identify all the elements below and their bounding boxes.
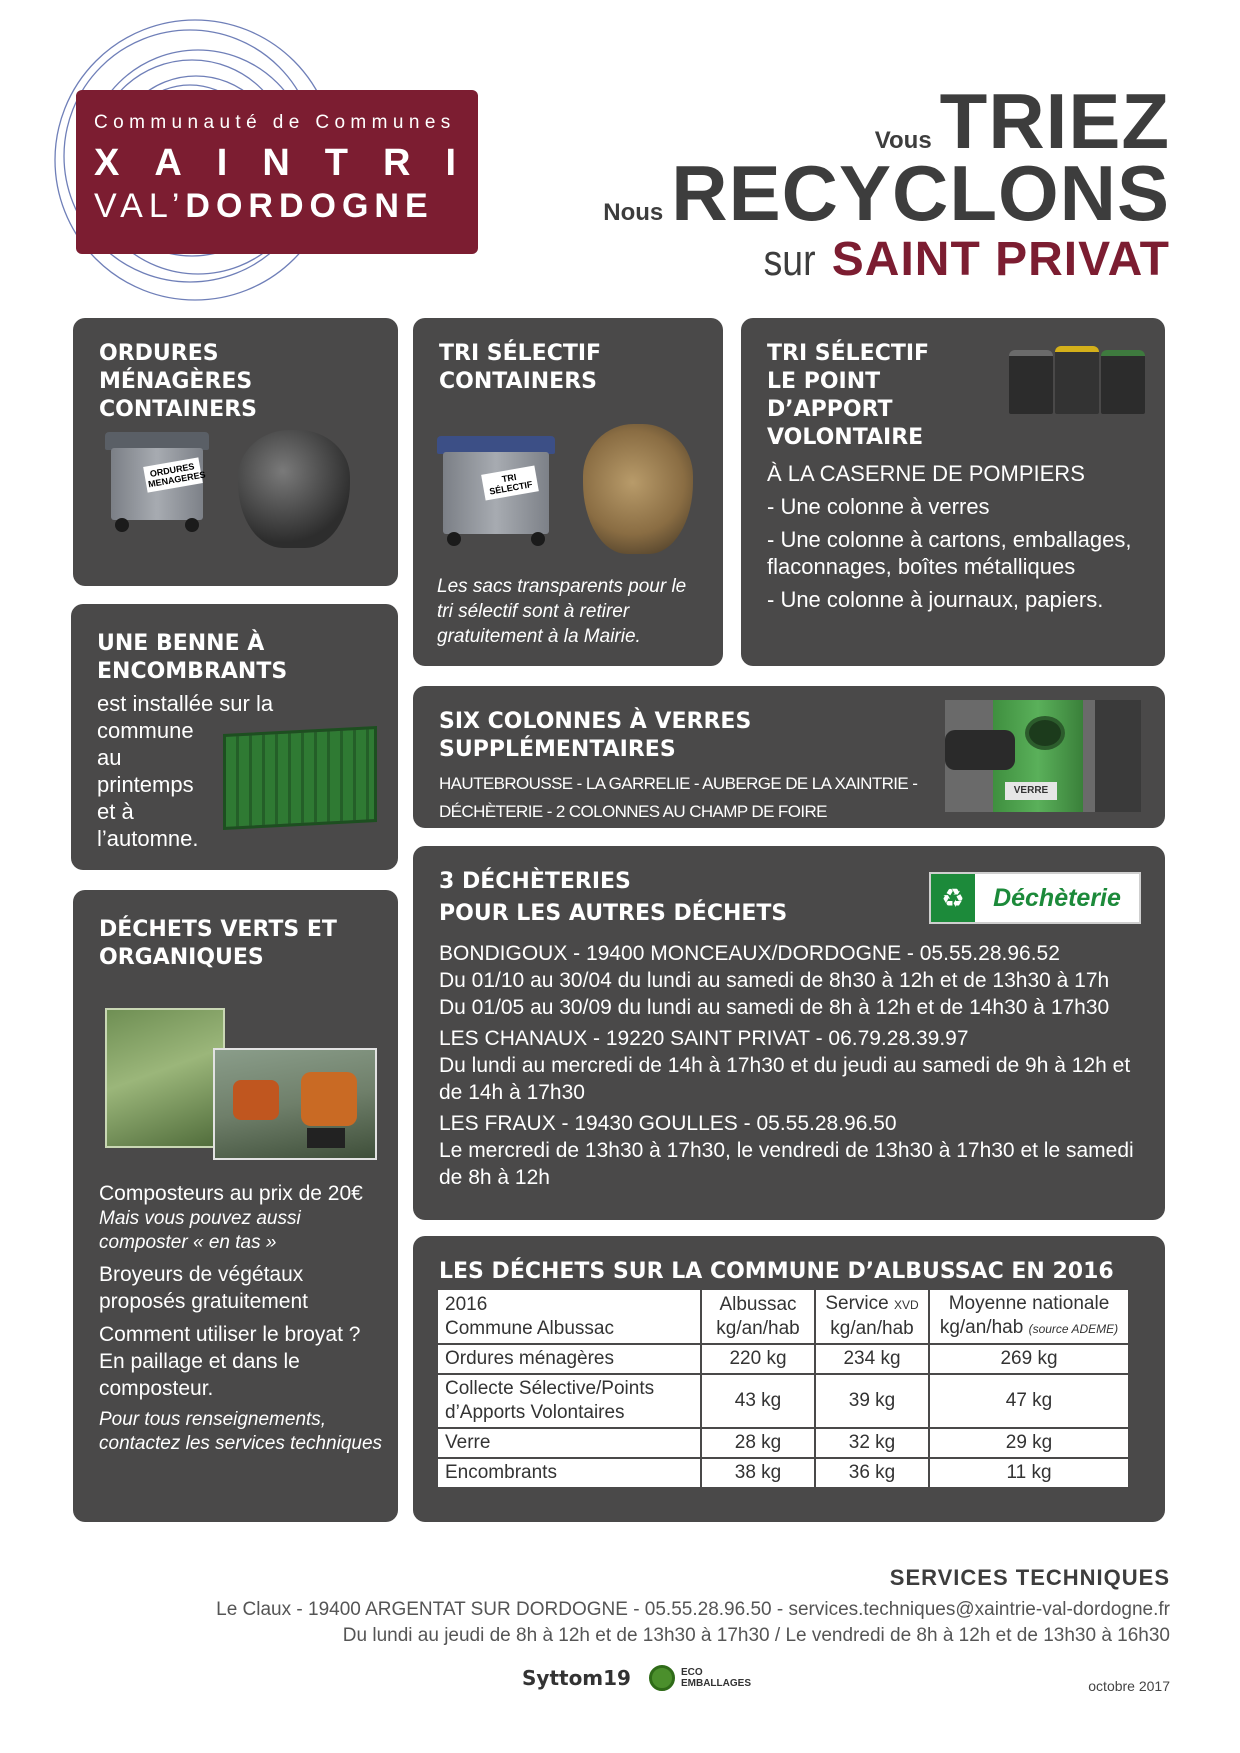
footer xyxy=(216,1565,1170,1649)
stats-cell-albussac: 28 kg xyxy=(701,1428,815,1458)
point-apport-title-line1: TRI SÉLECTIF xyxy=(767,341,930,366)
stats-head-service: Service xyxy=(825,1293,889,1314)
point-apport-title-line4: VOLONTAIRE xyxy=(767,425,924,450)
colonnes-places: HAUTEBROUSSE - LA GARRELIE - AUBERGE DE LA XAINTRIE - DÉCHÈTERIE - 2 COLONNES AU CHAMP DE FOIRE xyxy=(439,774,918,821)
slogan-place: SAINT PRIVAT xyxy=(831,233,1170,286)
table-row xyxy=(437,1374,1129,1428)
panel-ordures xyxy=(73,318,398,586)
logo-line1: Communauté de Communes xyxy=(94,112,456,133)
stats-head-commune-label: Commune Albussac xyxy=(445,1317,614,1339)
stats-cell-xvd: 39 kg xyxy=(815,1374,929,1428)
stats-head-commune xyxy=(437,1289,701,1344)
stats-cell-national: 47 kg xyxy=(929,1374,1129,1428)
stats-cell-albussac: 43 kg xyxy=(701,1374,815,1428)
slogan-triez: TRIEZ xyxy=(939,77,1170,165)
sorting-bin-image xyxy=(437,436,555,546)
eco-emballages-logo xyxy=(649,1665,751,1691)
contact-services: Pour tous renseignements, contactez les services techniques xyxy=(99,1409,383,1454)
decheterie-bondigoux-hours1: Du 01/10 au 30/04 du lundi au samedi de 8h30 à 12h et de 13h30 à 17h xyxy=(439,969,1110,992)
partner-logos xyxy=(522,1665,751,1691)
logo-line2: XAINTRIE xyxy=(94,142,552,184)
point-apport-item-journaux: - Une colonne à journaux, papiers. xyxy=(767,587,1104,612)
benne-text-line2: commune xyxy=(97,718,194,743)
tri-containers-note: Les sacs transparents pour le tri sélectif sont à retirer gratuitement à la Mairie. xyxy=(437,576,687,647)
decheteries-title-line2: POUR LES AUTRES DÉCHETS xyxy=(439,901,788,926)
stats-cell-albussac: 38 kg xyxy=(701,1458,815,1488)
benne-title: UNE BENNE À ENCOMBRANTS xyxy=(97,631,288,684)
logo-line3-prefix: VAL’ xyxy=(94,187,186,225)
stats-row-label: Verre xyxy=(437,1428,701,1458)
stats-cell-national: 29 kg xyxy=(929,1428,1129,1458)
decheterie-badge-text: Déchèterie xyxy=(993,883,1121,912)
ordures-title: ORDURES MÉNAGÈRES CONTAINERS xyxy=(99,341,257,422)
footer-title: SERVICES TECHNIQUES xyxy=(889,1565,1170,1590)
eco-emballages-line2: EMBALLAGES xyxy=(680,1678,751,1689)
black-bag-image xyxy=(238,430,350,548)
table-row xyxy=(437,1458,1129,1488)
glass-column-image xyxy=(945,700,1141,812)
point-apport-title-line3: D’APPORT xyxy=(767,397,893,422)
footer-address: Le Claux - 19400 ARGENTAT SUR DORDOGNE - 05.55.28.96.50 - services.techniques@xaintrie-val-dordogne.fr xyxy=(216,1599,1170,1620)
tri-bin-label: TRI SÉLECTIF xyxy=(481,466,539,501)
stats-head-national xyxy=(929,1289,1129,1344)
stats-head-xvd-sub: XVD xyxy=(893,1298,919,1312)
verre-sign: VERRE xyxy=(1005,782,1057,800)
stats-cell-national: 11 kg xyxy=(929,1458,1129,1488)
stats-cell-xvd: 234 kg xyxy=(815,1344,929,1374)
stats-title: LES DÉCHETS SUR LA COMMUNE D’ALBUSSAC EN 2016 xyxy=(439,1259,1114,1284)
panel-tri-containers xyxy=(413,318,723,666)
dechets-verts-title: DÉCHETS VERTS ET ORGANIQUES xyxy=(99,917,337,970)
benne-text-line4: printemps xyxy=(97,772,194,797)
decheterie-bondigoux-name: BONDIGOUX - 19400 MONCEAUX/DORDOGNE - 05.55.28.96.52 xyxy=(439,942,1060,965)
benne-text-line6: l’automne. xyxy=(97,826,199,851)
eco-emballages-icon xyxy=(649,1665,675,1691)
stats-head-national-unit: kg/an/hab xyxy=(939,1317,1024,1338)
logo-line3 xyxy=(94,187,460,226)
slogan-sur: sur xyxy=(763,236,816,285)
recycling-columns-image xyxy=(1009,342,1149,420)
decheterie-fraux-name: LES FRAUX - 19430 GOULLES - 05.55.28.96.50 xyxy=(439,1112,897,1135)
logo xyxy=(76,90,552,254)
syttom19-logo: Syttom19 xyxy=(522,1666,631,1690)
composter-image xyxy=(105,1008,225,1148)
stats-row-label: Collecte Sélective/Points d’Apports Volontaires xyxy=(437,1374,701,1428)
tri-containers-title: TRI SÉLECTIF CONTAINERS xyxy=(439,341,602,394)
stats-cell-xvd: 36 kg xyxy=(815,1458,929,1488)
stats-header-row xyxy=(437,1289,1129,1344)
panel-colonnes xyxy=(413,686,1165,828)
decheteries-title-line1: 3 DÉCHÈTERIES xyxy=(439,869,631,894)
eco-emballages-line1: ECO xyxy=(680,1667,703,1678)
panel-dechets-verts xyxy=(73,890,398,1522)
decheteries-list xyxy=(439,940,1139,1191)
slogan-row-place xyxy=(603,233,1170,286)
shredder-image xyxy=(213,1048,377,1160)
point-apport-item-verres: - Une colonne à verres xyxy=(767,494,990,519)
composteurs-price: Composteurs au prix de 20€ xyxy=(99,1182,363,1205)
point-apport-title-line2: LE POINT xyxy=(767,369,881,394)
household-bin-image xyxy=(105,432,209,532)
transparent-bag-image xyxy=(583,424,693,554)
stats-row-label: Encombrants xyxy=(437,1458,701,1488)
point-apport-location: À LA CASERNE DE POMPIERS xyxy=(767,461,1085,486)
composter-en-tas: Mais vous pouvez aussi composter « en tas » xyxy=(99,1208,301,1253)
slogan-recyclons: RECYCLONS xyxy=(671,149,1170,237)
panel-point-apport xyxy=(741,318,1165,666)
stats-head-source: (source ADEME) xyxy=(1028,1322,1119,1336)
stats-head-albussac-label: Albussac xyxy=(719,1293,797,1315)
stats-cell-xvd: 32 kg xyxy=(815,1428,929,1458)
panel-decheteries xyxy=(413,846,1165,1220)
stats-row-label: Ordures ménagères xyxy=(437,1344,701,1374)
decheterie-bondigoux-hours2: Du 01/05 au 30/09 du lundi au samedi de 8h à 12h et de 14h30 à 17h30 xyxy=(439,996,1110,1019)
decheterie-badge-icon: ♻ xyxy=(931,874,975,922)
broyeurs-info: Broyeurs de végétaux proposés gratuitement xyxy=(99,1263,308,1313)
stats-head-national-unit-row xyxy=(937,1316,1121,1341)
benne-text-line3: au xyxy=(97,745,122,770)
table-row xyxy=(437,1428,1129,1458)
stats-head-xvd xyxy=(815,1289,929,1344)
decheterie-chanaux-name: LES CHANAUX - 19220 SAINT PRIVAT - 06.79.28.39.97 xyxy=(439,1027,969,1050)
panel-benne xyxy=(71,604,398,870)
slogan xyxy=(603,77,1170,286)
publication-date: octobre 2017 xyxy=(1088,1678,1170,1694)
stats-head-national-label: Moyenne nationale xyxy=(948,1293,1110,1314)
decheterie-fraux-hours: Le mercredi de 13h30 à 17h30, le vendredi de 13h30 à 17h30 et le samedi de 8h à 12h xyxy=(439,1139,1134,1189)
stats-head-albussac xyxy=(701,1289,815,1344)
stats-table xyxy=(436,1288,1130,1489)
decheterie-chanaux-hours: Du lundi au mercredi de 14h à 17h30 et du jeudi au samedi de 9h à 12h et de 14h à 17h30 xyxy=(439,1054,1131,1104)
dechets-verts-text xyxy=(99,1180,389,1456)
benne-text-line1: est installée sur la xyxy=(97,691,274,716)
slogan-vous: Vous xyxy=(874,127,932,154)
stats-head-year: 2016 xyxy=(445,1293,488,1315)
benne-text-line5: et à xyxy=(97,799,134,824)
stats-head-xvd-unit: kg/an/hab xyxy=(830,1318,914,1339)
broyat-info: Comment utiliser le broyat ? En paillage et dans le composteur. xyxy=(99,1323,361,1400)
table-row xyxy=(437,1344,1129,1374)
logo-line3-bold: DORDOGNE xyxy=(185,187,434,225)
stats-head-xvd-label xyxy=(823,1292,921,1317)
stats-cell-national: 269 kg xyxy=(929,1344,1129,1374)
slogan-row-recyclons xyxy=(603,149,1170,237)
skip-container-image xyxy=(223,726,377,830)
point-apport-item-cartons: - Une colonne à cartons, emballages, flaconnages, boîtes métalliques xyxy=(767,527,1132,579)
ordures-bin-label: ORDURES MENAGERES xyxy=(143,457,203,492)
footer-hours: Du lundi au jeudi de 8h à 12h et de 13h30 à 17h30 / Le vendredi de 8h à 12h et de 13h30 à 16h30 xyxy=(342,1625,1170,1646)
stats-cell-albussac: 220 kg xyxy=(701,1344,815,1374)
stats-head-albussac-unit: kg/an/hab xyxy=(716,1317,800,1339)
decheterie-badge xyxy=(929,872,1141,924)
slogan-nous: Nous xyxy=(603,199,664,226)
colonnes-title: SIX COLONNES À VERRES SUPPLÉMENTAIRES xyxy=(439,709,752,762)
